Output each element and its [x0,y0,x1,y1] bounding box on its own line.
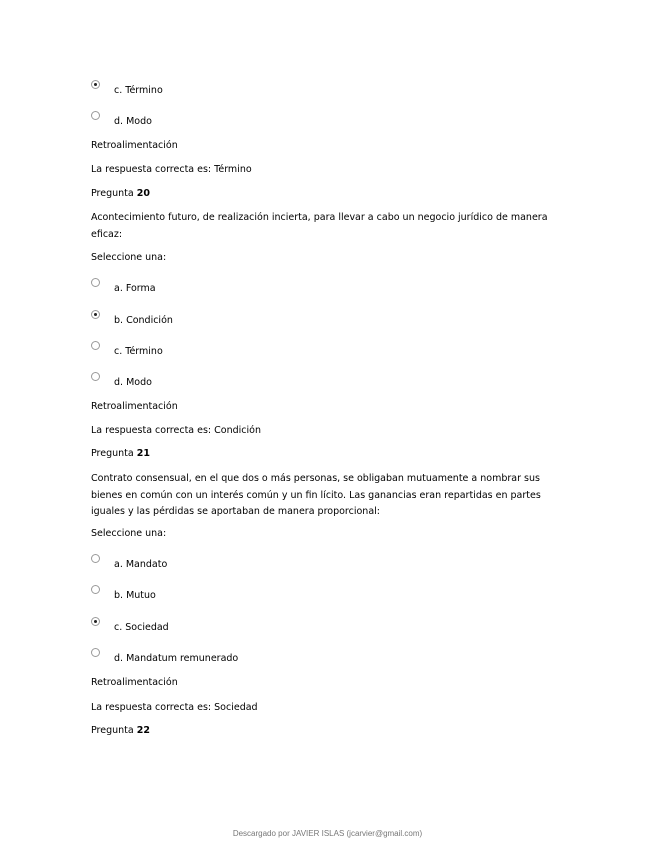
question-number: 22 [136,725,150,736]
q21-question-text: Contrato consensual, en el que dos o más personas, se obligaban mutuamente a nombrar sus bienes en común con un interés común y un fin lícito. Las ganancias eran repartidas en partes iguales y las pérdidas se aportaban de manera proporcional: [91,473,541,517]
question-label: Pregunta [91,188,134,199]
question-number: 20 [136,188,150,199]
radio-icon[interactable] [91,617,100,626]
q20-select-prompt: Seleccione una: [91,252,167,263]
option-label: d. Modo [114,116,152,127]
radio-icon[interactable] [91,554,100,563]
option-label: b. Mutuo [114,590,156,601]
q19-feedback-heading: Retroalimentación [91,140,178,151]
q20-question-text: Acontecimiento futuro, de realización incierta, para llevar a cabo un negocio jurídico de manera eficaz: [91,212,548,240]
radio-icon[interactable] [91,372,100,381]
q20-heading [91,186,150,202]
option-label: a. Mandato [114,559,168,570]
option-label: c. Término [114,85,163,96]
radio-icon[interactable] [91,310,100,319]
q21-heading [91,446,150,462]
option-label: d. Mandatum remunerado [114,653,239,664]
q21-select-prompt: Seleccione una: [91,528,167,539]
option-label: c. Término [114,346,163,357]
q21-correct-answer: La respuesta correcta es: Sociedad [91,702,258,713]
radio-icon[interactable] [91,648,100,657]
radio-icon[interactable] [91,111,100,120]
q19-correct-answer: La respuesta correcta es: Término [91,164,252,175]
radio-icon[interactable] [91,278,100,287]
radio-icon[interactable] [91,585,100,594]
q21-feedback-heading: Retroalimentación [91,677,178,688]
option-label: a. Forma [114,283,156,294]
q20-feedback-heading: Retroalimentación [91,401,178,412]
q22-heading [91,723,150,739]
question-label: Pregunta [91,448,134,459]
question-number: 21 [136,448,150,459]
download-footer: Descargado por JAVIER ISLAS (jcarvier@gmail.com) [232,829,423,838]
question-label: Pregunta [91,725,134,736]
option-label: c. Sociedad [114,622,169,633]
radio-icon[interactable] [91,341,100,350]
q20-correct-answer: La respuesta correcta es: Condición [91,425,261,436]
option-label: d. Modo [114,377,152,388]
option-label: b. Condición [114,315,173,326]
radio-icon[interactable] [91,80,100,89]
